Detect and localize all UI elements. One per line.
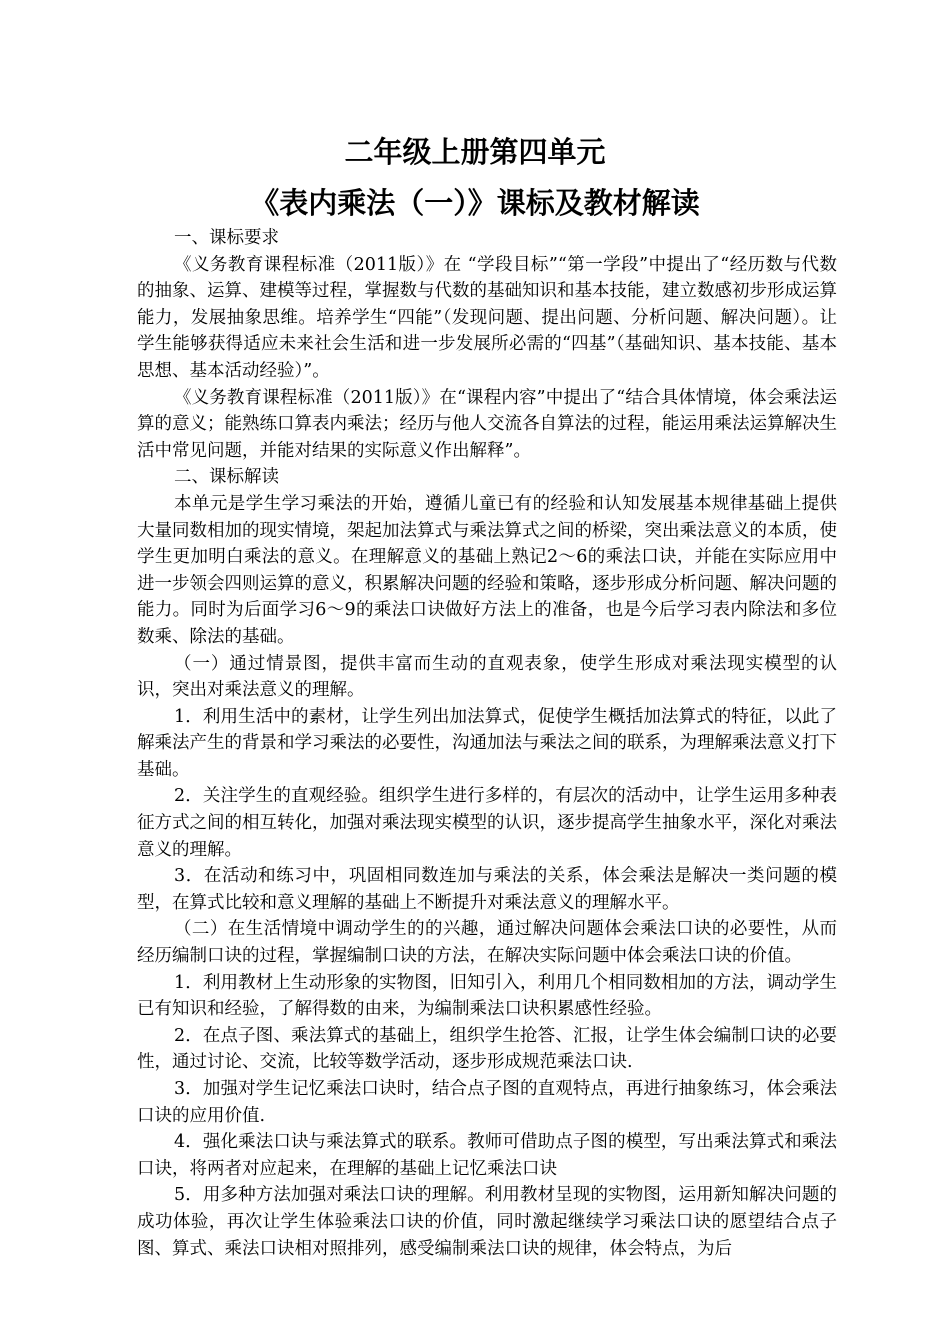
document-title: 二年级上册第四单元 <box>344 135 606 169</box>
paragraph: 本单元是学生学习乘法的开始，遵循儿童已有的经验和认知发展基本规律基础上提供大量同数相加的现实情境，架起加法算式与乘法算式之间的桥梁，突出乘法意义的本质，使学生更加明白乘法的意义。在理解意义的基础上熟记2～6的乘法口诀，并能在实际应用中进一步领会四则运算的意义，积累解决问题的经验和策略，逐步形成分析问题、解决问题的能力。同时为后面学习6～9的乘法口诀做好方法上的准备，也是今后学习表内除法和多位数乘、除法的基础。 <box>137 493 837 647</box>
list-item: 5．用多种方法加强对乘法口诀的理解。利用教材呈现的实物图，运用新知解决问题的成功体验，再次让学生体验乘法口诀的价值，同时激起继续学习乘法口诀的愿望结合点子图、算式、乘法口诀相对照排列，感受编制乘法口诀的规律，体会特点，为后 <box>137 1185 837 1259</box>
document-body <box>137 225 837 1262</box>
subsection-heading: （二）在生活情境中调动学生的的兴趣，通过解决问题体会乘法口诀的必要性，从而经历编制口诀的过程，掌握编制口诀的方法，在解决实际问题中体会乘法口诀的价值。 <box>137 919 837 967</box>
paragraph: 《义务教育课程标准（2011版）》在 “学段目标”“第一学段”中提出了“经历数与代数的抽象、运算、建模等过程，掌握数与代数的基础知识和基本技能，建立数感初步形成运算能力，发展抽象思维。培养学生“四能”（发现问题、提出问题、分析问题、解决问题）。让学生能够获得适应未来社会生活和进一步发展所必需的“四基”（基础知识、基本技能、基本思想、基本活动经验）”。 <box>137 254 837 381</box>
list-item: 2．关注学生的直观经验。组织学生进行多样的，有层次的活动中，让学生运用多种表征方式之间的相互转化，加强对乘法现实模型的认识，逐步提高学生抽象水平，深化对乘法意义的理解。 <box>137 786 837 860</box>
list-item: 2．在点子图、乘法算式的基础上，组织学生抢答、汇报，让学生体会编制口诀的必要性，通过讨论、交流，比较等数学活动，逐步形成规范乘法口诀. <box>137 1025 837 1073</box>
section-heading-standards: 一、课标要求 <box>174 228 279 248</box>
document-subtitle: 《表内乘法（一）》课标及教材解读 <box>250 186 700 220</box>
subsection-heading: （一）通过情景图，提供丰富而生动的直观表象，使学生形成对乘法现实模型的认识，突出对乘法意义的理解。 <box>137 653 837 701</box>
paragraph: 《义务教育课程标准（2011版）》在“课程内容”中提出了“结合具体情境，体会乘法运算的意义；能熟练口算表内乘法；经历与他人交流各自算法的过程，能运用乘法运算解决生活中常见问题，并能对结果的实际意义作出解释”。 <box>137 387 837 461</box>
section-heading-interpretation: 二、课标解读 <box>174 467 279 488</box>
list-item: 1．利用生活中的素材，让学生列出加法算式，促使学生概括加法算式的特征，以此了解乘法产生的背景和学习乘法的必要性，沟通加法与乘法之间的联系，为理解乘法意义打下基础。 <box>137 706 837 780</box>
list-item: 3．在活动和练习中，巩固相同数连加与乘法的关系，体会乘法是解决一类问题的模型，在算式比较和意义理解的基础上不断提升对乘法意义的理解水平。 <box>137 866 837 913</box>
list-item: 1．利用教材上生动形象的实物图，旧知引入，利用几个相同数相加的方法，调动学生已有知识和经验，了解得数的由来，为编制乘法口诀积累感性经验。 <box>137 972 837 1020</box>
list-item: 3．加强对学生记忆乘法口诀时，结合点子图的直观特点，再进行抽象练习，体会乘法口诀的应用价值. <box>137 1079 837 1126</box>
list-item: 4．强化乘法口诀与乘法算式的联系。教师可借助点子图的模型，写出乘法算式和乘法口诀，将两者对应起来，在理解的基础上记忆乘法口诀 <box>137 1132 837 1179</box>
